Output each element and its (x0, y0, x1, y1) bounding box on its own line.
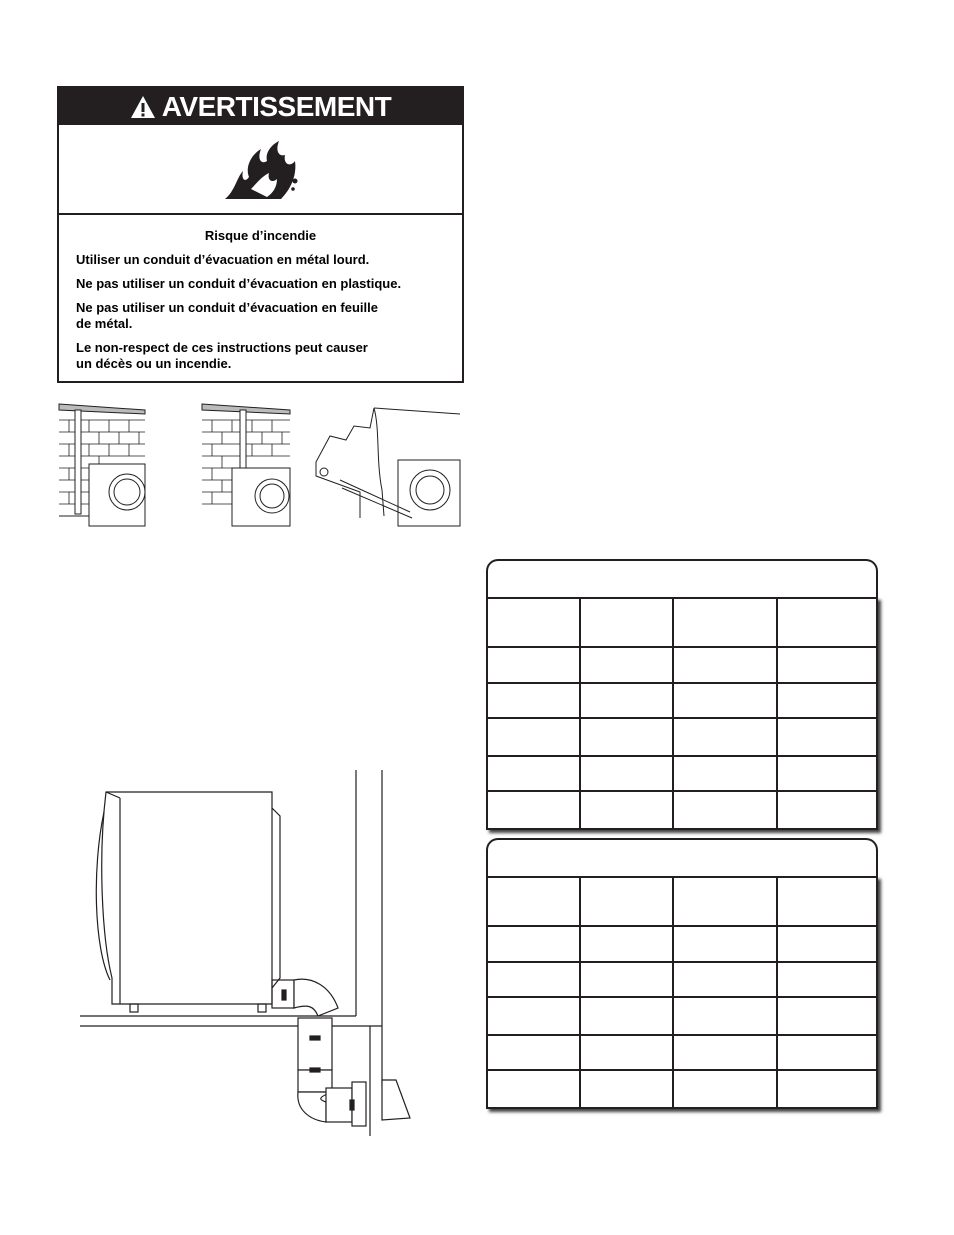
table-header (486, 559, 878, 597)
warning-line: Le non-respect de ces instructions peut causer (76, 340, 368, 355)
warning-box (57, 86, 464, 383)
table-row (488, 792, 876, 828)
table-row (488, 998, 876, 1036)
warning-triangle-icon (130, 95, 156, 119)
dryer-vent-elbow-illustration (76, 768, 414, 1138)
table-row (488, 719, 876, 757)
table-row (488, 648, 876, 684)
table-row (488, 684, 876, 719)
dryer-vent-roof-illustration (55, 400, 147, 528)
table-body (486, 597, 878, 830)
table-body (486, 876, 878, 1109)
vent-length-table-2 (486, 838, 878, 1109)
table-row (488, 927, 876, 963)
table-header (486, 838, 878, 876)
warning-line: Ne pas utiliser un conduit d’évacuation en feuille (76, 300, 378, 315)
vent-length-table-1 (486, 559, 878, 830)
fire-hazard-icon (221, 137, 301, 201)
table-row (488, 963, 876, 998)
table-row (488, 1071, 876, 1107)
dryer-vent-side-illustration (310, 400, 465, 530)
fire-zone (59, 125, 462, 215)
dryer-vent-wall-illustration (200, 400, 292, 528)
warning-title: AVERTISSEMENT (161, 90, 392, 122)
warning-banner (59, 88, 462, 125)
warning-line: Ne pas utiliser un conduit d’évacuation en plastique. (76, 276, 402, 291)
warning-subtitle: Risque d’incendie (204, 228, 317, 243)
warning-line: de métal. (76, 316, 133, 331)
table-row (488, 1036, 876, 1071)
warning-line: un décès ou un incendie. (76, 356, 232, 371)
table-row (488, 757, 876, 792)
warning-text (59, 215, 462, 372)
warning-line: Utiliser un conduit d’évacuation en métal lourd. (76, 252, 370, 267)
table-row (488, 599, 876, 648)
table-row (488, 878, 876, 927)
